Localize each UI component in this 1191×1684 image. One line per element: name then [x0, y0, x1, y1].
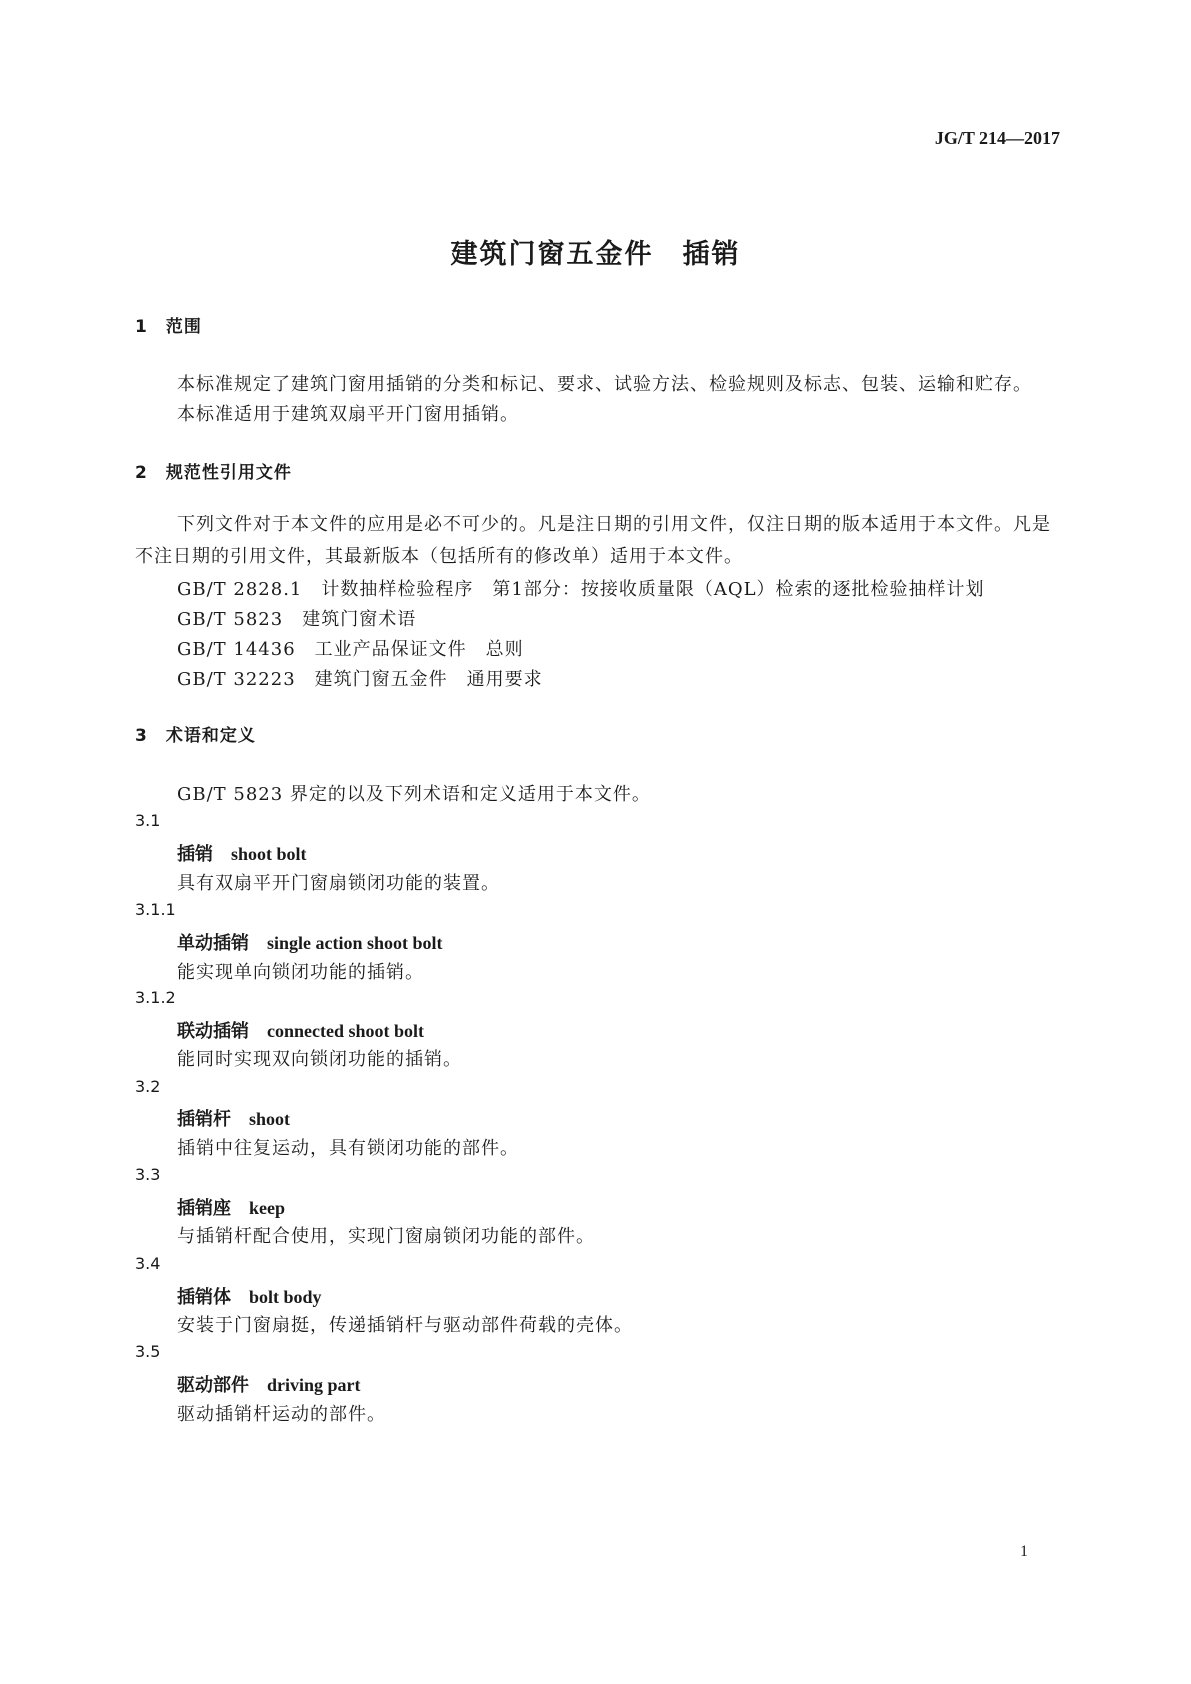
- term-en: shoot: [249, 1109, 291, 1129]
- reference-item: GB/T 2828.1 计数抽样检验程序 第1部分：按接收质量限（AQL）检索的逐批检验抽样计划: [177, 579, 985, 600]
- term-number: 3.4: [135, 1254, 161, 1273]
- term-cn: 插销: [177, 844, 213, 865]
- term-number: 3.2: [135, 1077, 161, 1096]
- document-title: 建筑门窗五金件 插销: [450, 239, 741, 270]
- normative-intro: 下列文件对于本文件的应用是必不可少的。凡是注日期的引用文件，仅注日期的版本适用于本文件。凡是不注日期的引用文件，其最新版本（包括所有的修改单）适用于本文件。: [135, 514, 1051, 567]
- term-number: 3.1.2: [135, 988, 176, 1007]
- term-en: connected shoot bolt: [267, 1021, 424, 1041]
- terms-intro: GB/T 5823 界定的以及下列术语和定义适用于本文件。: [177, 784, 651, 805]
- term-cn: 插销座: [177, 1198, 231, 1219]
- term-title: [177, 1194, 285, 1220]
- reference-item: GB/T 5823 建筑门窗术语: [177, 609, 417, 630]
- term-title: [177, 840, 307, 866]
- term-en: bolt body: [249, 1287, 322, 1307]
- scope-paragraph-1: 本标准规定了建筑门窗用插销的分类和标记、要求、试验方法、检验规则及标志、包装、运输和贮存。: [177, 374, 1032, 395]
- reference-item: GB/T 14436 工业产品保证文件 总则: [177, 639, 524, 660]
- term-number: 3.1.1: [135, 900, 176, 919]
- term-title: [177, 929, 443, 955]
- term-en: shoot bolt: [231, 844, 307, 864]
- term-en: driving part: [267, 1375, 361, 1395]
- term-definition: 能同时实现双向锁闭功能的插销。: [177, 1049, 462, 1070]
- term-definition: 插销中往复运动，具有锁闭功能的部件。: [177, 1138, 519, 1159]
- term-definition: 驱动插销杆运动的部件。: [177, 1404, 386, 1425]
- scope-paragraph-2: 本标准适用于建筑双扇平开门窗用插销。: [177, 404, 519, 425]
- term-title: [177, 1105, 290, 1131]
- term-cn: 单动插销: [177, 933, 249, 954]
- standard-code: JG/T 214—2017: [934, 128, 1060, 148]
- term-number: 3.5: [135, 1342, 161, 1361]
- term-cn: 插销体: [177, 1287, 231, 1308]
- term-cn: 驱动部件: [177, 1375, 249, 1396]
- term-definition: 具有双扇平开门窗扇锁闭功能的装置。: [177, 873, 500, 894]
- term-definition: 能实现单向锁闭功能的插销。: [177, 962, 424, 983]
- term-en: keep: [249, 1198, 285, 1218]
- term-cn: 插销杆: [177, 1109, 231, 1130]
- term-title: [177, 1283, 322, 1309]
- term-definition: 与插销杆配合使用，实现门窗扇锁闭功能的部件。: [177, 1226, 595, 1247]
- term-definition: 安装于门窗扇挺，传递插销杆与驱动部件荷载的壳体。: [177, 1315, 633, 1336]
- reference-item: GB/T 32223 建筑门窗五金件 通用要求: [177, 669, 543, 690]
- section-2-heading: 2 规范性引用文件: [135, 463, 292, 483]
- page-number: 1: [1020, 1543, 1028, 1560]
- term-en: single action shoot bolt: [267, 933, 443, 953]
- section-1-heading: 1 范围: [135, 317, 202, 337]
- section-3-heading: 3 术语和定义: [135, 726, 256, 746]
- term-cn: 联动插销: [177, 1021, 249, 1042]
- term-title: [177, 1017, 424, 1043]
- term-number: 3.1: [135, 811, 161, 830]
- term-number: 3.3: [135, 1165, 161, 1184]
- term-title: [177, 1371, 361, 1397]
